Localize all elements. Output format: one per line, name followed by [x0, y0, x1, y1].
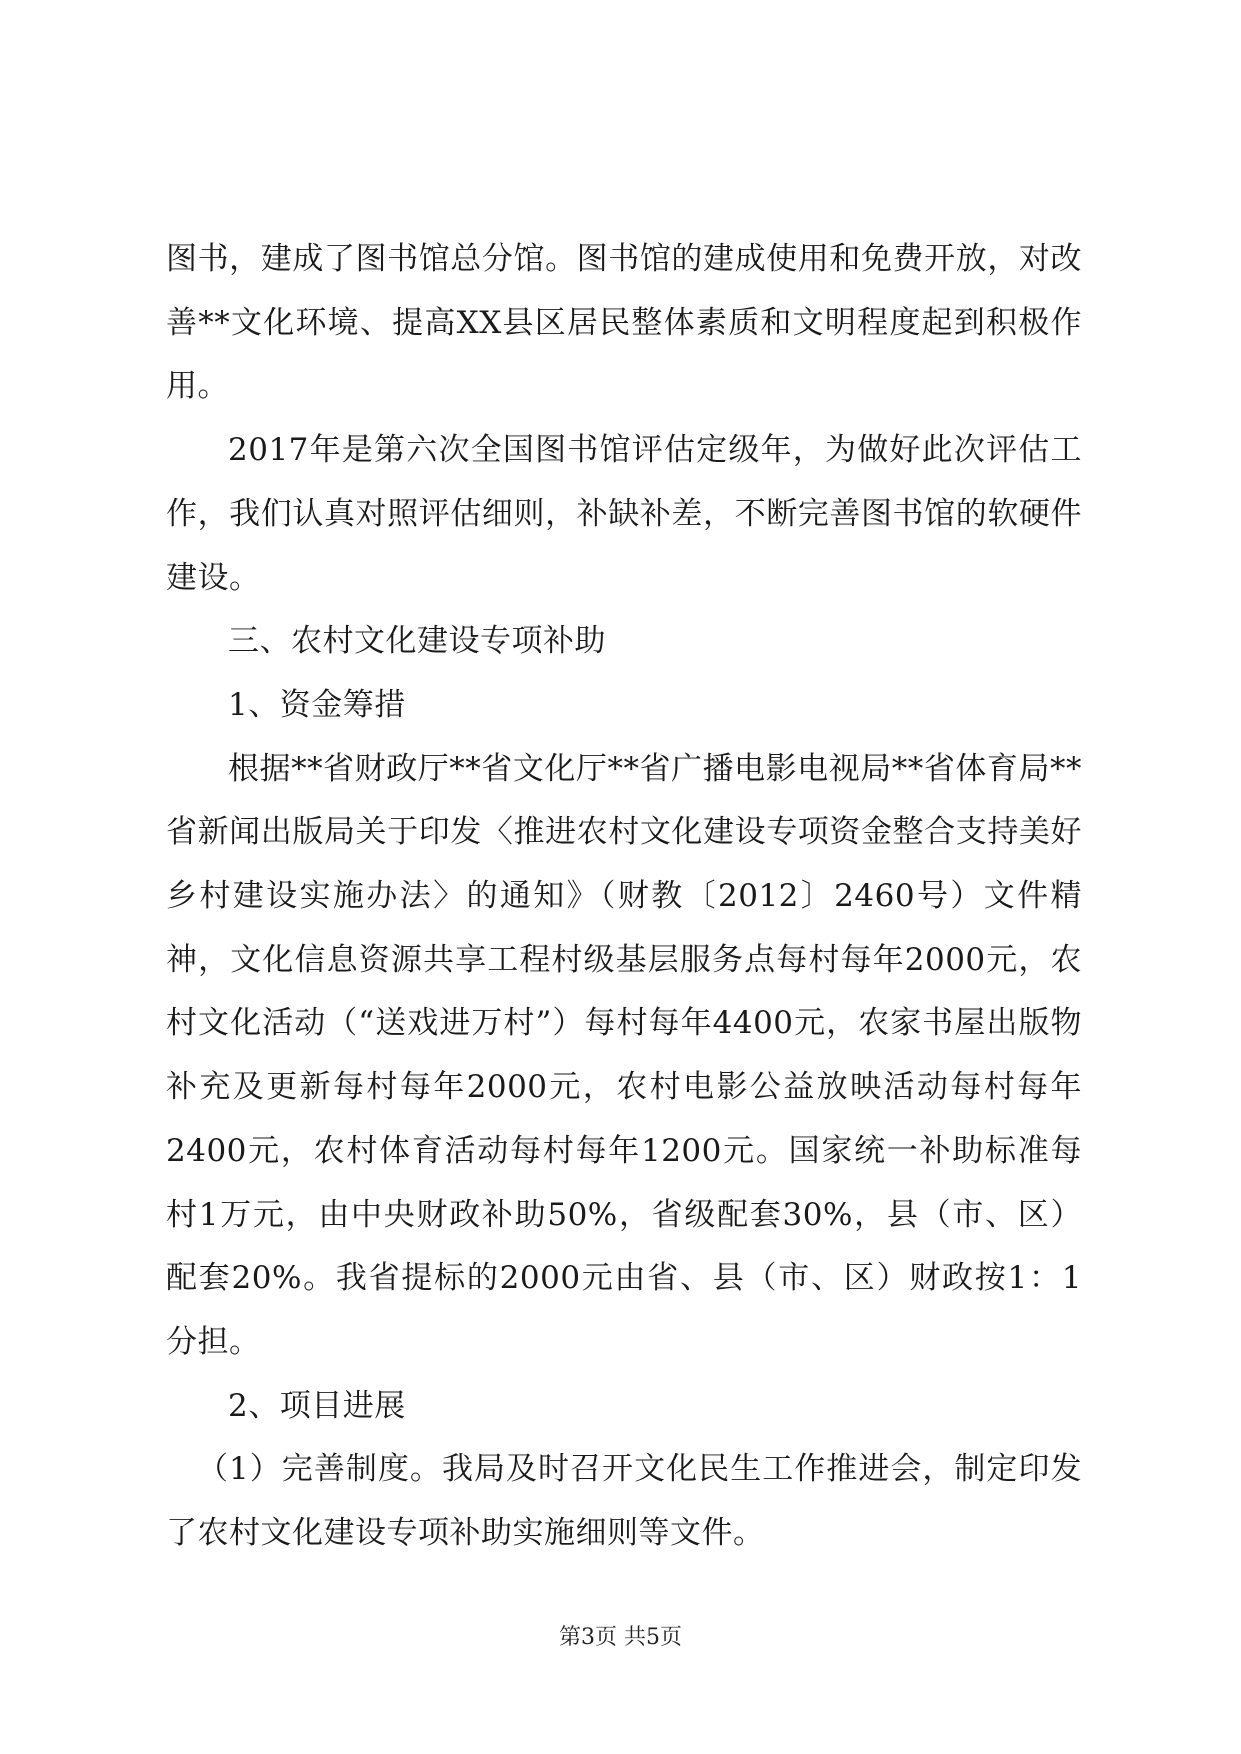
paragraph-library-continuation: 图书，建成了图书馆总分馆。图书馆的建成使用和免费开放，对改善**文化环境、提高XX县区居民整体素质和文明程度起到积极作用。: [166, 241, 1082, 405]
paragraph-library-evaluation: 2017年是第六次全国图书馆评估定级年，为做好此次评估工作，我们认真对照评估细则，补缺补差，不断完善图书馆的软硬件建设。: [166, 432, 1082, 596]
subheading-funding: 1、资金筹措: [228, 686, 406, 723]
section-heading-rural-culture: 三、农村文化建设专项补助: [228, 623, 606, 660]
paragraph-funding-details: 根据**省财政厅**省文化厅**省广播电影电视局**省体育局**省新闻出版局关于印发〈推进农村文化建设专项资金整合支持美好乡村建设实施办法〉的通知》（财教〔2012〕2460号）文件精神，文化信息资源共享工程村级基层服务点每村每年2000元，农村文化活动（“送戏进万村”）每村每年4400元，农家书屋出版物补充及更新每村每年2000元，农村电影公益放映活动每村每年2400元，农村体育活动每村每年1200元。国家统一补助标准每村1万元，由中央财政补助50%，省级配套30%，县（市、区）配套20%。我省提标的2000元由省、县（市、区）财政按1：1分担。: [166, 750, 1082, 1360]
document-body: [166, 228, 1082, 1566]
page-number-footer: 第3页 共5页: [559, 1625, 682, 1650]
paragraph-progress-item-1: （1）完善制度。我局及时召开文化民生工作推进会，制定印发了农村文化建设专项补助实施细则等文件。: [166, 1451, 1082, 1552]
subheading-progress: 2、项目进展: [228, 1387, 406, 1424]
